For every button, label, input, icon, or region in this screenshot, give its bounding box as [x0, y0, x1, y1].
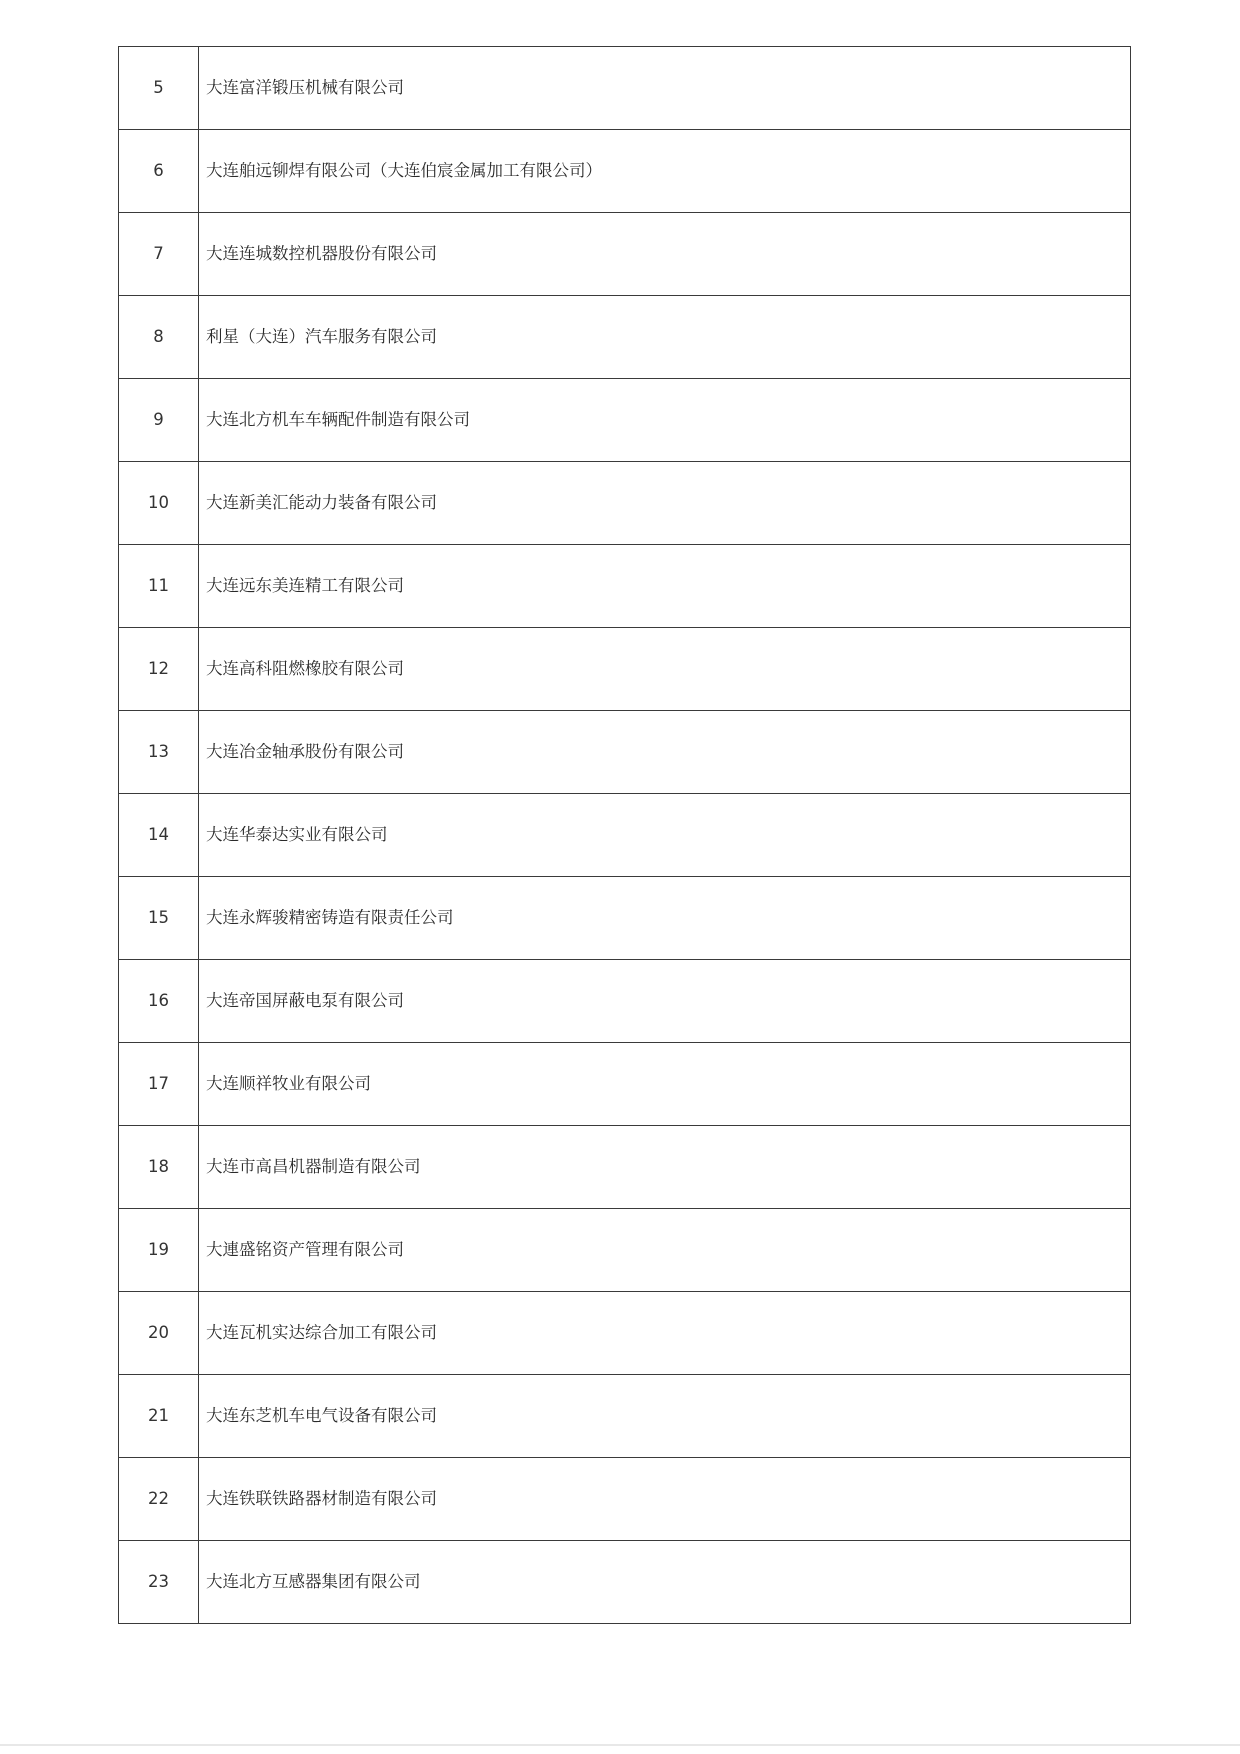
- company-name: 大连高科阻燃橡胶有限公司: [199, 628, 1131, 711]
- row-number: 12: [119, 628, 199, 711]
- table-row: [119, 877, 1131, 960]
- table-row: [119, 1292, 1131, 1375]
- row-number: 13: [119, 711, 199, 794]
- company-name: 大连连城数控机器股份有限公司: [199, 213, 1131, 296]
- row-number: 9: [119, 379, 199, 462]
- table-row: [119, 545, 1131, 628]
- table-row: [119, 1043, 1131, 1126]
- row-number: 8: [119, 296, 199, 379]
- table-row: [119, 794, 1131, 877]
- company-name: 大连北方机车车辆配件制造有限公司: [199, 379, 1131, 462]
- table-row: [119, 1458, 1131, 1541]
- row-number: 17: [119, 1043, 199, 1126]
- company-name: 大连永辉骏精密铸造有限责任公司: [199, 877, 1131, 960]
- row-number: 16: [119, 960, 199, 1043]
- company-name: 大连富洋锻压机械有限公司: [199, 47, 1131, 130]
- table-row: [119, 960, 1131, 1043]
- row-number: 21: [119, 1375, 199, 1458]
- company-list-table: [118, 46, 1131, 1624]
- row-number: 22: [119, 1458, 199, 1541]
- row-number: 15: [119, 877, 199, 960]
- table-row: [119, 213, 1131, 296]
- row-number: 19: [119, 1209, 199, 1292]
- company-list-body: [119, 47, 1131, 1624]
- row-number: 20: [119, 1292, 199, 1375]
- company-name: 大连瓦机实达综合加工有限公司: [199, 1292, 1131, 1375]
- company-name: 大连帝国屏蔽电泵有限公司: [199, 960, 1131, 1043]
- company-name: 大连舶远铆焊有限公司（大连伯宸金属加工有限公司）: [199, 130, 1131, 213]
- company-name: 大连北方互感器集团有限公司: [199, 1541, 1131, 1624]
- company-name: 大连冶金轴承股份有限公司: [199, 711, 1131, 794]
- table-row: [119, 296, 1131, 379]
- company-name: 利星（大连）汽车服务有限公司: [199, 296, 1131, 379]
- table-row: [119, 1126, 1131, 1209]
- row-number: 18: [119, 1126, 199, 1209]
- table-row: [119, 1541, 1131, 1624]
- company-name: 大连新美汇能动力装备有限公司: [199, 462, 1131, 545]
- row-number: 6: [119, 130, 199, 213]
- table-row: [119, 47, 1131, 130]
- table-row: [119, 628, 1131, 711]
- table-row: [119, 711, 1131, 794]
- table-row: [119, 462, 1131, 545]
- row-number: 5: [119, 47, 199, 130]
- row-number: 7: [119, 213, 199, 296]
- table-row: [119, 379, 1131, 462]
- row-number: 10: [119, 462, 199, 545]
- table-row: [119, 1375, 1131, 1458]
- row-number: 14: [119, 794, 199, 877]
- company-name: 大連盛铭资产管理有限公司: [199, 1209, 1131, 1292]
- company-name: 大连远东美连精工有限公司: [199, 545, 1131, 628]
- page-bottom-edge: [0, 1744, 1240, 1746]
- company-name: 大连铁联铁路器材制造有限公司: [199, 1458, 1131, 1541]
- row-number: 23: [119, 1541, 199, 1624]
- table-row: [119, 130, 1131, 213]
- company-name: 大连东芝机车电气设备有限公司: [199, 1375, 1131, 1458]
- company-name: 大连顺祥牧业有限公司: [199, 1043, 1131, 1126]
- company-name: 大连市高昌机器制造有限公司: [199, 1126, 1131, 1209]
- table-row: [119, 1209, 1131, 1292]
- row-number: 11: [119, 545, 199, 628]
- company-name: 大连华泰达实业有限公司: [199, 794, 1131, 877]
